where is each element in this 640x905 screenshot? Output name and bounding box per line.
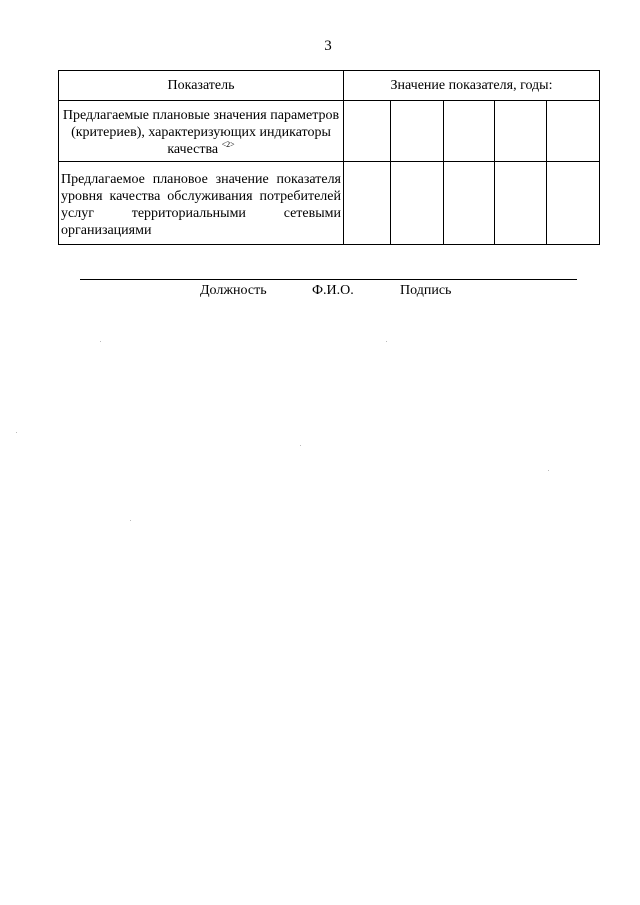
value-cell (547, 162, 600, 245)
scan-speck (100, 341, 101, 342)
value-cell (344, 162, 391, 245)
table-row (59, 162, 600, 245)
row-label-cell (59, 162, 344, 245)
scan-speck (386, 341, 387, 342)
row-label: Предлагаемое плановое значение показателя уровня качества обслуживания потребителей услуг территориальными сетевыми организациями (61, 172, 341, 238)
value-cell (444, 101, 495, 162)
signature-label: Подпись (400, 283, 452, 298)
scan-speck (16, 432, 17, 433)
scan-speck (300, 445, 301, 446)
value-cell (344, 101, 391, 162)
indicator-table (58, 70, 600, 245)
value-cell (495, 162, 547, 245)
value-cell (495, 101, 547, 162)
table-header-row (59, 71, 600, 101)
scan-speck (548, 470, 549, 471)
value-cell (547, 101, 600, 162)
value-cell (391, 101, 444, 162)
table-row (59, 101, 600, 162)
footnote-ref: <2> (221, 140, 235, 149)
header-indicator: Показатель (59, 71, 344, 101)
value-cell (444, 162, 495, 245)
row-label: Предлагаемые плановые значения параметров (критериев), характеризующих индикаторы качества (62, 108, 340, 157)
value-cell (391, 162, 444, 245)
scan-speck (130, 520, 131, 521)
page-number: 3 (324, 38, 332, 54)
header-values-years: Значение показателя, годы: (344, 71, 600, 101)
name-label: Ф.И.О. (312, 283, 354, 298)
row-label-cell (59, 101, 344, 162)
signature-line (80, 279, 577, 280)
position-label: Должность (200, 283, 267, 298)
